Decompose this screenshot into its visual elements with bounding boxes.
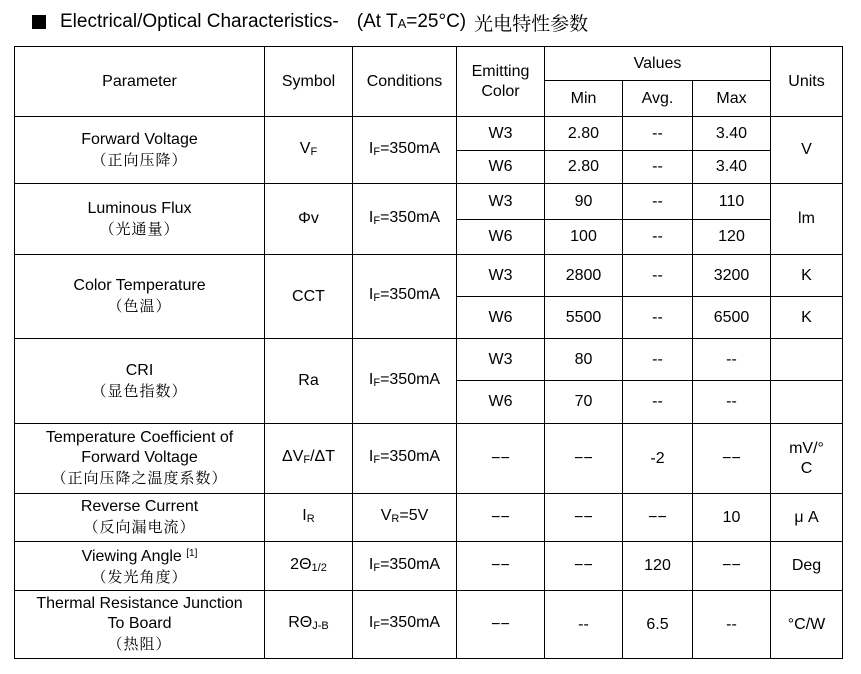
color-cell: W3	[457, 117, 545, 151]
avg-cell: 120	[623, 542, 693, 591]
avg-cell: --	[623, 151, 693, 184]
max-cell: 3.40	[693, 151, 771, 184]
condition-cell: $V_R=5V$	[353, 494, 457, 542]
symbol-cell: $V_F$	[265, 117, 353, 184]
color-cell: W6	[457, 151, 545, 184]
characteristics-table	[14, 46, 843, 659]
avg-cell: −−	[623, 494, 693, 542]
min-cell: 80	[545, 339, 623, 381]
avg-cell: --	[623, 339, 693, 381]
avg-cell: --	[623, 255, 693, 297]
param-color-temperature: Color Temperature （色温）	[15, 255, 265, 339]
color-cell: W6	[457, 220, 545, 255]
min-cell: −−	[545, 542, 623, 591]
unit-cell: Deg	[771, 542, 843, 591]
symbol-cell: CCT	[265, 255, 353, 339]
min-cell: --	[545, 591, 623, 659]
min-cell: 2.80	[545, 151, 623, 184]
min-cell: 90	[545, 184, 623, 220]
min-cell: 100	[545, 220, 623, 255]
unit-cell	[771, 339, 843, 381]
avg-cell: --	[623, 117, 693, 151]
max-cell: --	[693, 381, 771, 424]
max-cell: 3200	[693, 255, 771, 297]
symbol-cell: Φv	[265, 184, 353, 255]
header-max: Max	[693, 81, 771, 117]
color-cell: −−	[457, 494, 545, 542]
param-temperature-coefficient: Temperature Coefficient of Forward Voltage （正向压降之温度系数）	[15, 424, 265, 494]
param-reverse-current: Reverse Current （反向漏电流）	[15, 494, 265, 542]
color-cell: W3	[457, 339, 545, 381]
avg-cell: --	[623, 297, 693, 339]
color-cell: −−	[457, 591, 545, 659]
min-cell: −−	[545, 494, 623, 542]
condition-cell: $I_F=350mA$	[353, 117, 457, 184]
header-parameter: Parameter	[15, 47, 265, 117]
color-cell: W6	[457, 381, 545, 424]
header-values: Values	[545, 47, 771, 81]
condition-cell: $I_F=350mA$	[353, 255, 457, 339]
section-title	[32, 8, 588, 36]
title-condition: (At $T_A=25^\circ C$)	[356, 11, 467, 32]
table-row	[15, 339, 843, 381]
table-row	[15, 424, 843, 494]
color-cell: −−	[457, 424, 545, 494]
param-viewing-angle: Viewing Angle [1] （发光角度）	[15, 542, 265, 591]
unit-cell: lm	[771, 184, 843, 255]
unit-cell: °C/W	[771, 591, 843, 659]
unit-cell: mV/° C	[771, 424, 843, 494]
max-cell: 120	[693, 220, 771, 255]
unit-cell: μ A	[771, 494, 843, 542]
max-cell: 10	[693, 494, 771, 542]
min-cell: 2800	[545, 255, 623, 297]
unit-cell: V	[771, 117, 843, 184]
max-cell: 3.40	[693, 117, 771, 151]
param-luminous-flux: Luminous Flux （光通量）	[15, 184, 265, 255]
max-cell: 110	[693, 184, 771, 220]
condition-cell: $I_F=350mA$	[353, 591, 457, 659]
title-chinese: 光电特性参数	[474, 12, 589, 35]
table-row	[15, 255, 843, 297]
max-cell: --	[693, 339, 771, 381]
min-cell: 2.80	[545, 117, 623, 151]
condition-cell: $I_F=350mA$	[353, 184, 457, 255]
color-cell: W3	[457, 184, 545, 220]
unit-cell: K	[771, 255, 843, 297]
symbol-cell: $R\Theta_{J-B}$	[265, 591, 353, 659]
color-cell: W3	[457, 255, 545, 297]
header-row	[15, 47, 843, 81]
header-units: Units	[771, 47, 843, 117]
avg-cell: -2	[623, 424, 693, 494]
header-min: Min	[545, 81, 623, 117]
table-row	[15, 117, 843, 151]
header-emitting-color: Emitting Color	[457, 47, 545, 117]
table-row	[15, 184, 843, 220]
avg-cell: --	[623, 220, 693, 255]
avg-cell: --	[623, 381, 693, 424]
max-cell: 6500	[693, 297, 771, 339]
condition-cell: $I_F=350mA$	[353, 424, 457, 494]
symbol-cell: Ra	[265, 339, 353, 424]
filled-square-icon	[32, 15, 46, 29]
symbol-cell: $I_R$	[265, 494, 353, 542]
header-symbol: Symbol	[265, 47, 353, 117]
unit-cell	[771, 381, 843, 424]
condition-cell: $I_F=350mA$	[353, 542, 457, 591]
max-cell: −−	[693, 542, 771, 591]
table-row	[15, 542, 843, 591]
color-cell: W6	[457, 297, 545, 339]
condition-cell: $I_F=350mA$	[353, 339, 457, 424]
param-forward-voltage: Forward Voltage （正向压降）	[15, 117, 265, 184]
unit-cell: K	[771, 297, 843, 339]
param-cri: CRI （显色指数）	[15, 339, 265, 424]
header-avg: Avg.	[623, 81, 693, 117]
header-conditions: Conditions	[353, 47, 457, 117]
min-cell: 5500	[545, 297, 623, 339]
min-cell: 70	[545, 381, 623, 424]
min-cell: −−	[545, 424, 623, 494]
max-cell: −−	[693, 424, 771, 494]
color-cell: −−	[457, 542, 545, 591]
symbol-cell: $\Delta V_F/\Delta T$	[265, 424, 353, 494]
max-cell: --	[693, 591, 771, 659]
avg-cell: --	[623, 184, 693, 220]
avg-cell: 6.5	[623, 591, 693, 659]
title-main: Electrical/Optical Characteristics-	[60, 11, 339, 32]
table-row	[15, 494, 843, 542]
param-thermal-resistance: Thermal Resistance Junction To Board （热阻）	[15, 591, 265, 659]
table-row	[15, 591, 843, 659]
symbol-cell: $2\Theta_{1/2}$	[265, 542, 353, 591]
